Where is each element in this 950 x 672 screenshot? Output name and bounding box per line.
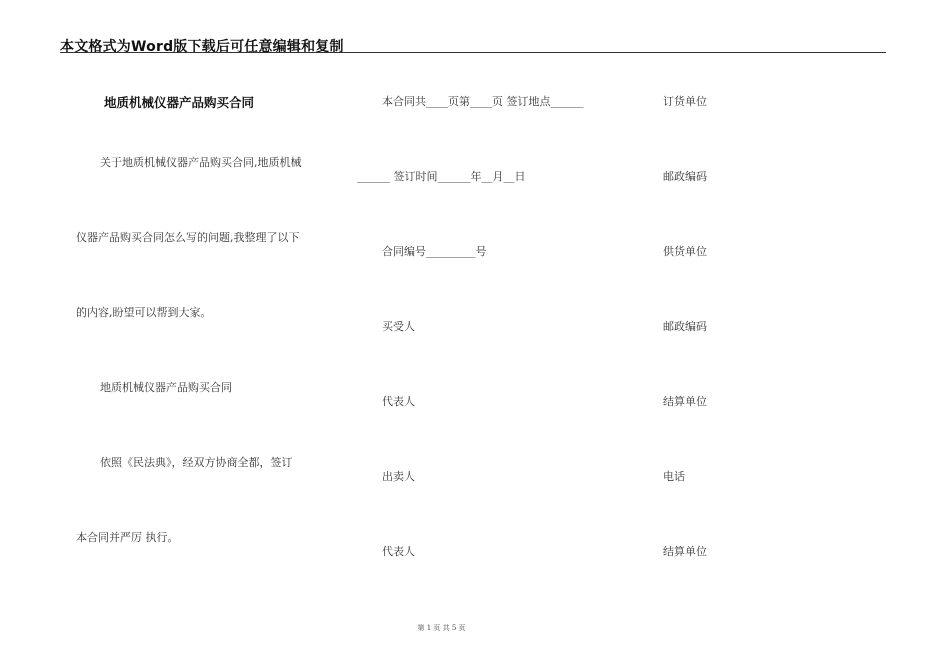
postal-code-label: 邮政编码 bbox=[663, 170, 707, 183]
settlement-unit-label: 结算单位 bbox=[663, 395, 707, 408]
contract-sign-date: ______ 签订时间______年__月__日 bbox=[357, 170, 526, 183]
buyer-label: 买受人 bbox=[382, 320, 415, 333]
document-header: 本文格式为Word版下载后可任意编辑和复制 bbox=[60, 39, 344, 55]
seller-representative-label: 代表人 bbox=[382, 545, 415, 558]
settlement-unit-label: 结算单位 bbox=[663, 545, 707, 558]
document-title: 地质机械仪器产品购买合同 bbox=[104, 95, 255, 110]
phone-label: 电话 bbox=[663, 470, 685, 483]
left-paragraph-line: 地质机械仪器产品购买合同 bbox=[100, 381, 232, 394]
left-paragraph-line: 本合同并严厉 执行。 bbox=[76, 531, 179, 544]
left-paragraph-line: 的内容,盼望可以帮到大家。 bbox=[76, 306, 212, 319]
ordering-unit-label: 订货单位 bbox=[663, 95, 707, 108]
left-paragraph-line: 关于地质机械仪器产品购买合同,地质机械 bbox=[100, 156, 302, 169]
postal-code-label: 邮政编码 bbox=[663, 320, 707, 333]
header-divider bbox=[60, 52, 886, 53]
supplier-unit-label: 供货单位 bbox=[663, 245, 707, 258]
left-paragraph-line: 仪器产品购买合同怎么写的问题,我整理了以下 bbox=[76, 231, 300, 244]
page-number-footer: 第 1 页 共 5 页 bbox=[417, 624, 466, 632]
contract-pages-place: 本合同共____页第____页 签订地点______ bbox=[382, 95, 584, 108]
contract-number: 合同编号_________号 bbox=[382, 245, 487, 258]
buyer-representative-label: 代表人 bbox=[382, 395, 415, 408]
seller-label: 出卖人 bbox=[382, 470, 415, 483]
left-paragraph-line: 依照《民法典》，经双方协商全都，签订 bbox=[100, 456, 293, 469]
